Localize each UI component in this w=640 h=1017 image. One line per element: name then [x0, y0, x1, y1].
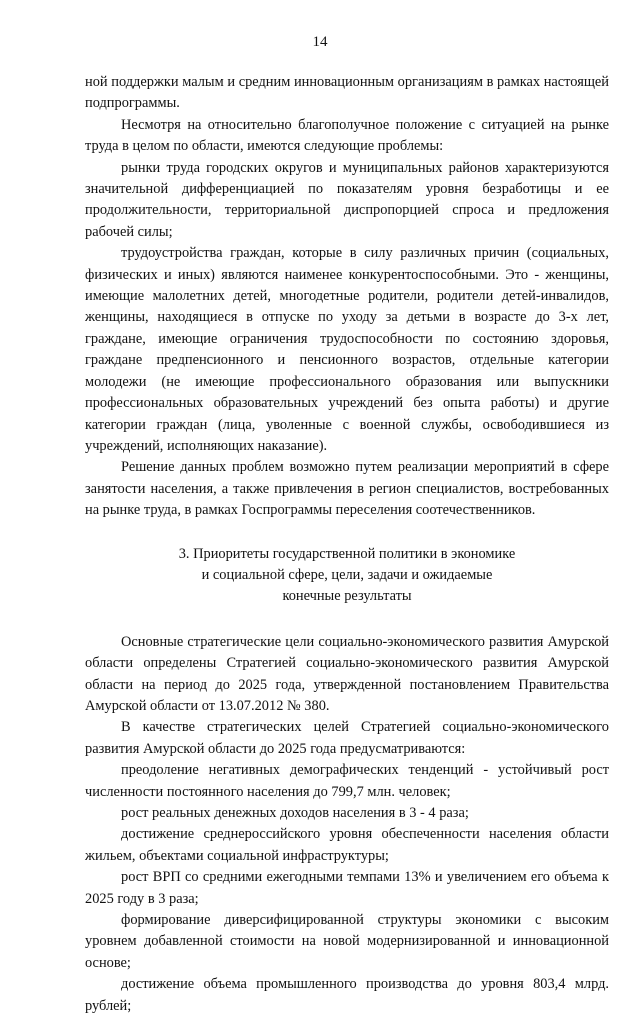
paragraph: преодоление негативных демографических тенденций - устойчивый рост численности постоянного населения до 799,7 млн. человек; [85, 762, 609, 800]
paragraph: Решение данных проблем возможно путем реализации мероприятий в сфере занятости населения, а также привлечения в регион специалистов, востребованных на рынке труда, в рамках Госпрограммы переселения соотечественников. [85, 459, 609, 519]
section-heading [85, 544, 609, 608]
section-heading-line: 3. Приоритеты государственной политики в экономике [178, 545, 516, 562]
section-heading-line: конечные результаты [282, 588, 412, 605]
paragraph: Основные стратегические цели социально-экономического развития Амурской области определены Стратегией социально-экономического развития Амурской области на период до 2025 года, утвержденной постановлением Правительства Амурской области от 13.07.2012 № 380. [85, 633, 609, 714]
paragraph: трудоустройства граждан, которые в силу различных причин (социальных, физических и иных) являются наименее конкурентоспособными. Это - женщины, имеющие малолетних детей, многодетные родители, родители детей-инвалидов, женщины, находящиеся в отпуске по уходу за детьми в возрасте до 3-х лет, граждане, имеющие ограничения трудоспособности по состоянию здоровья, граждане предпенсионного и пенсионного возрастов, отдельные категории молодежи (не имеющие профессионального образования или выпускники профессиональных образовательных учреждений без опыта работы) и другие категории граждан (лица, уволенные с военной службы, освободившиеся из учреждений, исполняющих наказание). [85, 245, 609, 454]
page-number: 14 [312, 34, 328, 50]
paragraph: достижение среднероссийского уровня обеспеченности населения области жильем, объектами социальной инфраструктуры; [85, 826, 609, 864]
paragraph: рост ВРП со средними ежегодными темпами 13% и увеличением его объема к 2025 году в 3 раза; [85, 869, 609, 907]
paragraph: достижение объема промышленного производства до уровня 803,4 млрд. рублей; [85, 976, 609, 1014]
paragraph: формирование диверсифицированной структуры экономики с высоким уровнем добавленной стоимости на новой модернизированной и инновационной основе; [85, 912, 609, 971]
paragraph: В качестве стратегических целей Стратегией социально-экономического развития Амурской области до 2025 года предусматриваются: [85, 719, 609, 757]
paragraph: рост реальных денежных доходов населения в 3 - 4 раза; [121, 805, 469, 821]
paragraph: ной поддержки малым и средним инновационным организациям в рамках настоящей подпрограммы. [85, 74, 609, 112]
paragraph: Несмотря на относительно благополучное положение с ситуацией на рынке труда в целом по области, имеются следующие проблемы: [85, 116, 609, 155]
paragraph: рынки труда городских округов и муниципальных районов характеризуются значительной дифференциацией по показателям уровня безработицы и ее продолжительности, территориальной диспропорцией спроса и предложения рабочей силы; [85, 159, 609, 240]
document-body [85, 72, 609, 1017]
section-heading-line: и социальной сфере, цели, задачи и ожидаемые [201, 566, 493, 583]
